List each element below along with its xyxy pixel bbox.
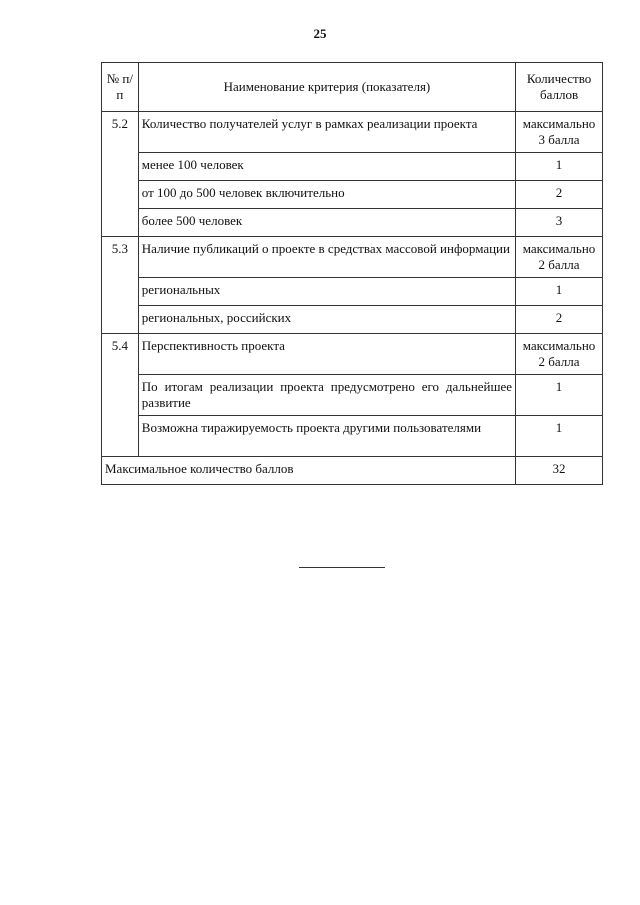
criterion-score: максимально 2 балла [516,237,603,278]
criterion-name: Количество получателей услуг в рамках реализации проекта [138,112,515,153]
header-score: Количество баллов [516,63,603,112]
criterion-score: 1 [516,375,603,416]
criterion-name: более 500 человек [138,209,515,237]
criterion-score: максимально 3 балла [516,112,603,153]
table-header-row [102,63,603,112]
criterion-number: 5.2 [102,112,139,237]
table-row [102,181,603,209]
criteria-table [101,62,603,485]
criterion-number: 5.4 [102,334,139,457]
table-row [102,112,603,153]
criterion-name: По итогам реализации проекта предусмотрено его дальнейшее развитие [138,375,515,416]
criterion-score: 3 [516,209,603,237]
criterion-name: Перспективность проекта [138,334,515,375]
table-row [102,153,603,181]
max-score-value: 32 [516,457,603,485]
criterion-score: 1 [516,278,603,306]
end-divider [299,567,385,568]
table-footer-row [102,457,603,485]
table-row [102,278,603,306]
criterion-name: Возможна тиражируемость проекта другими пользователями [138,416,515,457]
criterion-name: от 100 до 500 человек включительно [138,181,515,209]
criterion-score: максимально 2 балла [516,334,603,375]
criterion-name: Наличие публикаций о проекте в средствах массовой информации [138,237,515,278]
criterion-name: региональных, российских [138,306,515,334]
header-number: № п/п [102,63,139,112]
table-row [102,209,603,237]
table-row [102,334,603,375]
criterion-score: 1 [516,416,603,457]
criterion-name: менее 100 человек [138,153,515,181]
criterion-score: 2 [516,181,603,209]
criterion-name: региональных [138,278,515,306]
criterion-number: 5.3 [102,237,139,334]
criterion-score: 1 [516,153,603,181]
table-row [102,375,603,416]
criterion-score: 2 [516,306,603,334]
max-score-label: Максимальное количество баллов [102,457,516,485]
table-row [102,237,603,278]
header-name: Наименование критерия (показателя) [138,63,515,112]
table-row [102,416,603,457]
page-number: 25 [313,26,327,41]
table-row [102,306,603,334]
